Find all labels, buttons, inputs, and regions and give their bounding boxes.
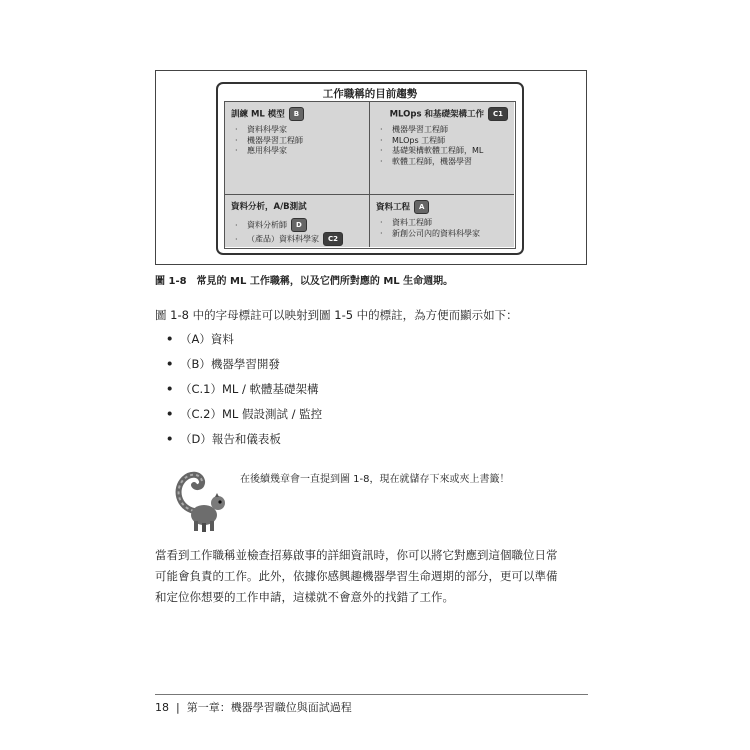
list-item: · 應用科學家 bbox=[231, 146, 363, 157]
list-item: • （D）報告和儀表板 bbox=[166, 432, 281, 446]
footer-divider bbox=[155, 694, 588, 695]
lemur-icon bbox=[172, 463, 230, 533]
figure-caption: 圖 1-8 常見的 ML 工作職稱，以及它們所對應的 ML 生命週期。 bbox=[155, 276, 454, 287]
label-mapping-list bbox=[166, 332, 322, 457]
quadrant-train-ml-models bbox=[225, 102, 370, 195]
list-item: · 機器學習工程師 bbox=[231, 136, 363, 147]
paragraph-line: 當看到工作職稱並檢查招募啟事的詳細資訊時，你可以將它對應到這個職位日常 bbox=[155, 548, 558, 562]
badge-b: B bbox=[289, 107, 304, 121]
role-list bbox=[231, 218, 363, 246]
badge-d: D bbox=[291, 218, 307, 232]
quadrant-heading: 訓練 ML 模型 bbox=[231, 109, 285, 120]
quadrant-data-engineering bbox=[370, 195, 514, 247]
badge-c2: C2 bbox=[323, 232, 343, 246]
diagram-title: 工作職稱的目前趨勢 bbox=[322, 88, 418, 100]
list-item: · 資料科學家 bbox=[231, 125, 363, 136]
intro-paragraph: 圖 1-8 中的字母標註可以映射到圖 1-5 中的標註，為方便而顯示如下： bbox=[155, 308, 518, 322]
quadrant-heading: MLOps 和基礎架構工作 bbox=[389, 109, 484, 120]
list-item: · （產品）資料科學家 C2 bbox=[231, 232, 363, 246]
job-titles-diagram bbox=[216, 82, 524, 255]
list-item: · 軟體工程師，機器學習 bbox=[376, 157, 508, 168]
list-item: · 資料分析師 D bbox=[231, 218, 363, 232]
badge-a: A bbox=[414, 200, 429, 214]
footer-separator: | bbox=[176, 701, 180, 714]
list-item: · 新創公司內的資料科學家 bbox=[376, 229, 508, 240]
page-footer bbox=[155, 699, 352, 715]
list-item: · 基礎架構軟體工程師，ML bbox=[376, 146, 508, 157]
page-number: 18 bbox=[155, 701, 169, 714]
badge-c1: C1 bbox=[488, 107, 508, 121]
role-list bbox=[376, 125, 508, 167]
list-item: • （C.1）ML / 軟體基礎架構 bbox=[166, 382, 319, 396]
list-item: • （A）資料 bbox=[166, 332, 234, 346]
list-item: · 資料工程師 bbox=[376, 218, 508, 229]
list-item: · 機器學習工程師 bbox=[376, 125, 508, 136]
list-item: • （C.2）ML 假設測試 / 監控 bbox=[166, 407, 323, 421]
quadrant-grid bbox=[224, 101, 516, 249]
role-list bbox=[231, 125, 363, 157]
role-list bbox=[376, 218, 508, 239]
paragraph-line: 可能會負責的工作。此外，依據你感興趣機器學習生命週期的部分，更可以準備 bbox=[155, 569, 558, 583]
chapter-title: 第一章：機器學習職位與面試過程 bbox=[186, 701, 352, 714]
body-paragraph bbox=[155, 545, 595, 608]
quadrant-mlops-infra bbox=[370, 102, 514, 195]
quadrant-data-analysis bbox=[225, 195, 370, 247]
list-item: · MLOps 工程師 bbox=[376, 136, 508, 147]
list-item: • （B）機器學習開發 bbox=[166, 357, 280, 371]
quadrant-heading: 資料工程 bbox=[376, 202, 411, 213]
quadrant-heading: 資料分析，A/B測試 bbox=[231, 202, 307, 212]
paragraph-line: 和定位你想要的工作申請，這樣就不會意外的找錯了工作。 bbox=[155, 590, 454, 604]
tip-text: 在後續幾章會一直提到圖 1-8，現在就儲存下來或夾上書籤！ bbox=[240, 474, 510, 485]
